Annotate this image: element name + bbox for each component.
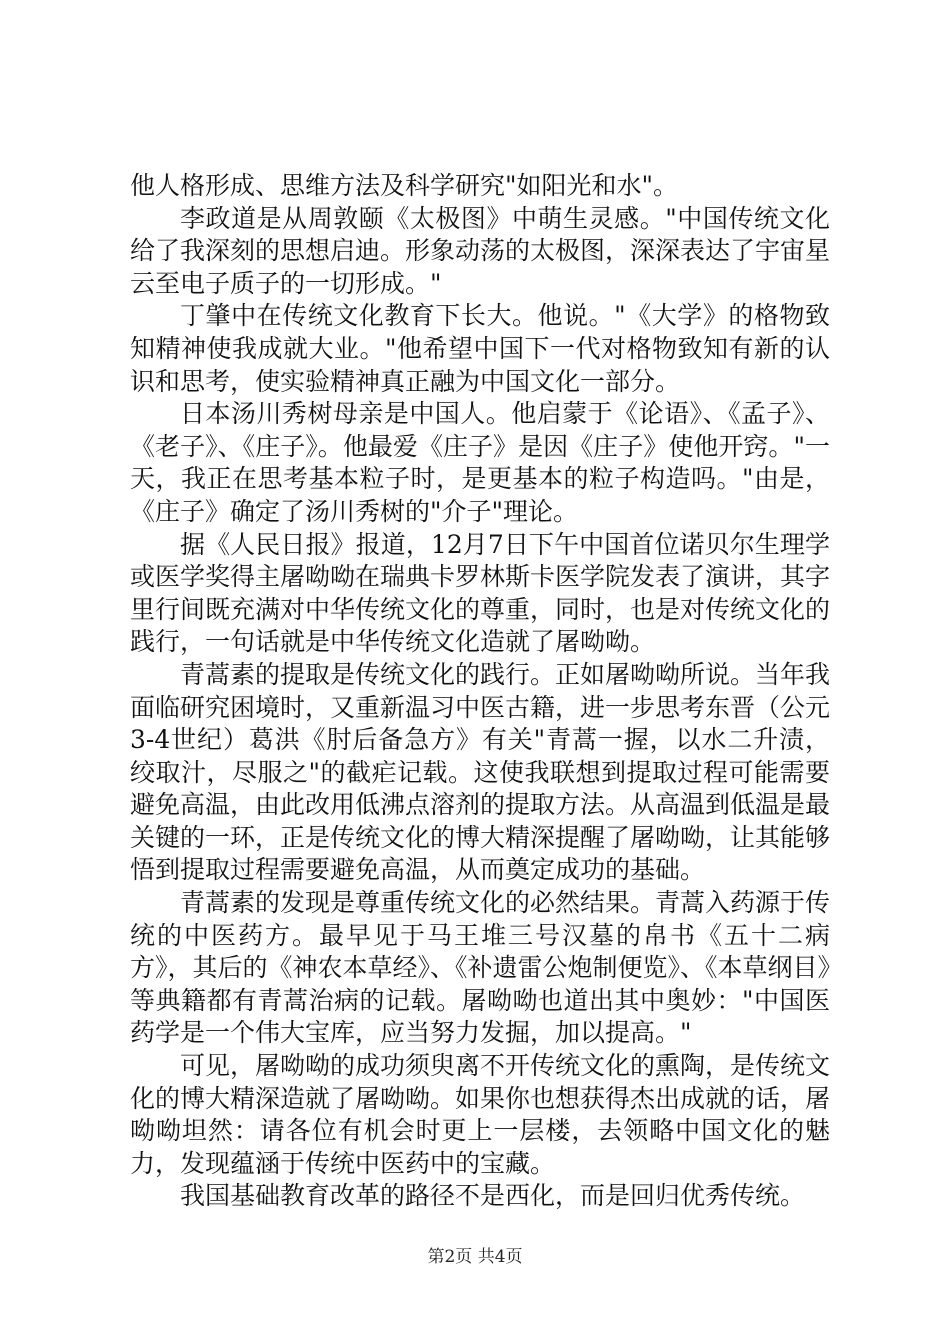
document-body [130, 170, 830, 1213]
paragraph-education-reform: 我国基础教育改革的路径不是西化，而是回归优秀传统。 [180, 1181, 806, 1211]
paragraph-peoples-daily: 据《人民日报》报道，12月7日下午中国首位诺贝尔生理学或医学奖得主屠呦呦在瑞典卡罗林斯卡医学院发表了演讲，其字里行间既充满对中华传统文化的尊重，同时，也是对传统文化的践行，一句话就是中华传统文化造就了屠呦呦。 [130, 529, 831, 657]
paragraph-continuation: 他人格形成、思维方法及科学研究"如阳光和水"。 [130, 171, 678, 200]
paragraph-ding-zhaozhong: 丁肇中在传统文化教育下长大。他说。"《大学》的格物致知精神使我成就大业。"他希望中国下一代对格物致知有新的认识和思考，使实验精神真正融为中国文化一部分。 [130, 301, 830, 396]
paragraph-artemisinin-discovery: 青蒿素的发现是尊重传统文化的必然结果。青蒿入药源于传统的中医药方。最早见于马王堆三号汉墓的帛书《五十二病方》，其后的《神农本草经》、《补遗雷公炮制便览》、《本草纲目》等典籍都有青蒿治病的记载。屠呦呦也道出其中奥妙："中国医药学是一个伟大宝库，应当努力发掘，加以提高。" [130, 888, 831, 1048]
page-number-footer: 第2页 共4页 [427, 1247, 523, 1267]
paragraph-yukawa: 日本汤川秀树母亲是中国人。他启蒙于《论语》、《孟子》、《老子》、《庄子》。他最爱《庄子》是因《庄子》使他开窍。"一天，我正在思考基本粒子时，是更基本的粒子构造吗。"由是，《庄子》确定了汤川秀树的"介子"理论。 [130, 399, 830, 526]
paragraph-artemisinin-extraction: 青蒿素的提取是传统文化的践行。正如屠呦呦所说。当年我面临研究困境时，又重新温习中医古籍，进一步思考东晋（公元3-4世纪）葛洪《肘后备急方》有关"青蒿一握，以水二升渍，绞取汁，尽服之"的截疟记载。这使我联想到提取过程可能需要避免高温，由此改用低沸点溶剂的提取方法。从高温到低温是最关键的一环，正是传统文化的博大精深提醒了屠呦呦，让其能够悟到提取过程需要避免高温，从而奠定成功的基础。 [130, 659, 831, 885]
paragraph-li-zhengdao: 李政道是从周敦颐《太极图》中萌生灵感。"中国传统文化给了我深刻的思想启迪。形象动荡的太极图，深深表达了宇宙星云至电子质子的一切形成。" [130, 203, 831, 298]
paragraph-conclusion: 可见，屠呦呦的成功须臾离不开传统文化的熏陶，是传统文化的博大精深造就了屠呦呦。如果你也想获得杰出成就的话，屠呦呦坦然：请各位有机会时更上一层楼，去领略中国文化的魅力，发现蕴涵于传统中医药中的宝藏。 [130, 1051, 831, 1178]
